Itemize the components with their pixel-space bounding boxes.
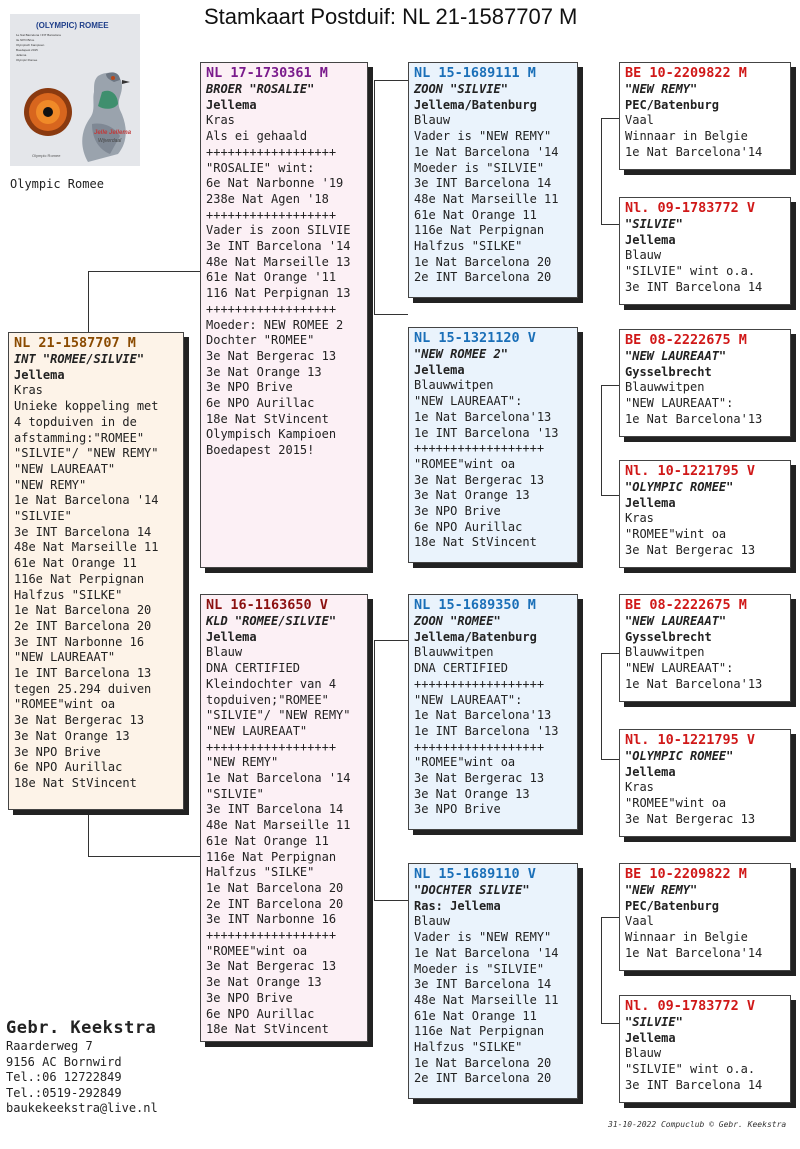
pigeon-notes — [206, 113, 362, 458]
pigeon-card-sire-dam[interactable] — [408, 327, 578, 563]
owner-city: 9156 AC Bornwird — [6, 1054, 122, 1069]
pigeon-name: ZOON "SILVIE" — [414, 82, 508, 96]
note-line: Vader is "NEW REMY" — [414, 129, 552, 144]
note-line: Halfzus "SILKE" — [206, 865, 315, 880]
print-credit: 31-10-2022 Compuclub © Gebr. Keekstra — [608, 1120, 787, 1129]
note-line: 3e INT Barcelona '14 — [206, 239, 351, 254]
note-line: Blauwwitpen — [625, 380, 705, 395]
note-line: 116e Nat Perpignan — [414, 223, 545, 238]
note-line: 3e INT Barcelona 14 — [414, 977, 552, 992]
note-line: Unieke koppeling met — [14, 399, 159, 414]
note-line: ++++++++++++++++++ — [206, 739, 337, 754]
photo-name: Olympic Romee — [10, 177, 104, 191]
note-line: 6e NPO Aurillac — [206, 396, 315, 411]
note-line: "SILVIE" wint o.a. — [625, 264, 756, 279]
note-line: 3e Nat Bergerac 13 — [206, 959, 337, 974]
breeder: Jellema — [625, 1030, 676, 1045]
pigeon-name: "OLYMPIC ROMEE" — [625, 480, 734, 494]
note-line: 116e Nat Perpignan — [414, 1024, 545, 1039]
note-line: 1e Nat Barcelona'14 — [625, 144, 763, 159]
note-line: 3e Nat Orange 13 — [414, 488, 530, 503]
note-line: 48e Nat Marseille 11 — [206, 818, 351, 833]
note-line: 3e Nat Orange 13 — [206, 975, 322, 990]
note-line: "NEW LAUREAAT": — [414, 394, 523, 409]
note-line: 3e INT Barcelona 14 — [625, 279, 763, 294]
ring-number: Nl. 10-1221795 V — [625, 732, 756, 748]
note-line: ++++++++++++++++++ — [206, 301, 337, 316]
pigeon-name: "NEW ROMEE 2" — [414, 347, 508, 361]
pigeon-name: KLD "ROMEE/SILVIE" — [206, 614, 337, 628]
pigeon-name: "SILVIE" — [625, 1015, 683, 1029]
pigeon-notes — [414, 378, 572, 551]
pigeon-name: BROER "ROSALIE" — [206, 82, 315, 96]
pigeon-card-ggp-4[interactable] — [619, 460, 791, 568]
note-line: Vader is zoon SILVIE — [206, 223, 351, 238]
breeder: Jellema — [625, 495, 676, 510]
pigeon-card-sire-sire[interactable] — [408, 62, 578, 298]
note-line: 1e Nat Barcelona'13 — [414, 409, 552, 424]
owner-phone-mobile: Tel.:06 12722849 — [6, 1070, 122, 1084]
pigeon-card-ggp-8[interactable] — [619, 995, 791, 1103]
breeder: Jellema — [625, 764, 676, 779]
breeder: Jellema — [414, 362, 465, 377]
note-line: Winnaar in Belgie — [625, 930, 748, 945]
ring-number: Nl. 10-1221795 V — [625, 463, 756, 479]
note-line: ++++++++++++++++++ — [206, 928, 337, 943]
pigeon-card-dam-sire[interactable] — [408, 594, 578, 830]
pigeon-name: ZOON "ROMEE" — [414, 614, 501, 628]
note-line: 1e INT Barcelona 13 — [14, 666, 152, 681]
note-line: 1e Nat Barcelona'14 — [625, 945, 763, 960]
breeder: Gysselbrecht — [625, 629, 712, 644]
note-line: 1e Nat Barcelona 20 — [414, 254, 552, 269]
note-line: 61e Nat Orange 11 — [414, 207, 537, 222]
note-line: 1e Nat Barcelona '14 — [206, 771, 351, 786]
note-line: ++++++++++++++++++ — [414, 676, 545, 691]
note-line: 6e NPO Aurillac — [14, 760, 123, 775]
note-line: "ROMEE"wint oa — [625, 527, 727, 542]
note-line: 2e INT Barcelona 20 — [414, 270, 552, 285]
note-line: 2e INT Barcelona 20 — [414, 1071, 552, 1086]
pigeon-name: "NEW LAUREAAT" — [625, 349, 727, 363]
pigeon-card-ggp-1[interactable] — [619, 62, 791, 170]
ring-number: NL 16-1163650 V — [206, 597, 328, 613]
note-line: "SILVIE" — [206, 786, 264, 801]
pigeon-card-sire[interactable] — [200, 62, 368, 568]
breeder: Gysselbrecht — [625, 364, 712, 379]
note-line: Moeder is "SILVIE" — [414, 961, 545, 976]
pigeon-name: "NEW REMY" — [625, 82, 698, 96]
pigeon-notes — [625, 780, 785, 827]
photo-header-line: Olympic Romee — [16, 58, 38, 62]
ring-number: Nl. 09-1783772 V — [625, 200, 756, 216]
note-line: Halfzus "SILKE" — [414, 1040, 523, 1055]
note-line: 3e Nat Bergerac 13 — [414, 472, 545, 487]
note-line: 3e INT Barcelona 14 — [14, 524, 152, 539]
photo-header-line: Jellema — [16, 53, 27, 57]
ring-number: BE 08-2222675 M — [625, 597, 747, 613]
pigeon-name: "DOCHTER SILVIE" — [414, 883, 530, 897]
note-line: Blauw — [206, 645, 243, 660]
note-line: Blauw — [625, 248, 662, 263]
note-line: 3e NPO Brive — [14, 744, 101, 759]
note-line: "NEW LAUREAAT": — [414, 692, 523, 707]
pigeon-illustration — [10, 14, 140, 166]
pigeon-card-ggp-6[interactable] — [619, 729, 791, 837]
pigeon-card-ggp-3[interactable] — [619, 329, 791, 437]
note-line: ++++++++++++++++++ — [414, 441, 545, 456]
note-line: 6e NPO Aurillac — [206, 1006, 315, 1021]
note-line: "ROMEE"wint oa — [206, 943, 308, 958]
note-line: 1e Nat Barcelona '14 — [414, 144, 559, 159]
note-line: 1e Nat Barcelona 20 — [206, 880, 344, 895]
pigeon-card-ggp-2[interactable] — [619, 197, 791, 305]
note-line: "NEW LAUREAAT" — [14, 650, 116, 665]
photo-header-line: Olympisch Kampioen — [16, 43, 45, 47]
pigeon-notes — [625, 511, 785, 558]
pigeon-notes — [625, 380, 785, 427]
pigeon-name: "NEW REMY" — [625, 883, 698, 897]
note-line: 48e Nat Marseille 11 — [14, 540, 159, 555]
pigeon-name: INT "ROMEE/SILVIE" — [14, 352, 145, 366]
note-line: Vaal — [625, 914, 654, 929]
note-line: Blauw — [414, 914, 451, 929]
note-line: 48e Nat Marseille 13 — [206, 254, 351, 269]
note-line: Moeder is "SILVIE" — [414, 160, 545, 175]
note-line: ++++++++++++++++++ — [206, 207, 337, 222]
note-line: "SILVIE" — [14, 509, 72, 524]
note-line: 116e Nat Perpignan — [14, 571, 145, 586]
note-line: "ROSALIE" wint: — [206, 160, 315, 175]
note-line: 1e Nat Barcelona '14 — [14, 493, 159, 508]
note-line: "NEW REMY" — [206, 755, 279, 770]
note-line: 3e Nat Bergerac 13 — [206, 348, 337, 363]
note-line: 116 Nat Perpignan 13 — [206, 286, 351, 301]
pigeon-photo — [10, 14, 140, 166]
note-line: 6e Nat Narbonne '19 — [206, 176, 344, 191]
pigeon-name: "NEW LAUREAAT" — [625, 614, 727, 628]
note-line: 3e INT Barcelona 14 — [625, 1077, 763, 1092]
pigeon-notes — [625, 914, 785, 961]
pigeon-notes — [414, 113, 572, 286]
note-line: 3e NPO Brive — [414, 504, 501, 519]
note-line: Halfzus "SILKE" — [14, 587, 123, 602]
photo-caption-2: Wijverdaal — [98, 138, 122, 144]
note-line: "NEW LAUREAAT": — [625, 396, 734, 411]
note-line: "SILVIE"/ "NEW REMY" — [14, 446, 159, 461]
pigeon-notes — [625, 113, 785, 160]
pigeon-card-dam-dam[interactable] — [408, 863, 578, 1099]
note-line: 3e INT Barcelona 14 — [206, 802, 344, 817]
breeder: Jellema/Batenburg — [414, 97, 537, 112]
note-line: 3e Nat Bergerac 13 — [414, 771, 545, 786]
ring-number: Nl. 09-1783772 V — [625, 998, 756, 1014]
owner-email[interactable]: baukekeekstra@live.nl — [6, 1101, 158, 1115]
note-line: Kras — [14, 383, 43, 398]
note-line: 1e Nat Barcelona'13 — [414, 708, 552, 723]
note-line: topduiven;"ROMEE" — [206, 692, 329, 707]
note-line: 61e Nat Orange 11 — [206, 833, 329, 848]
note-line: "NEW LAUREAAT" — [206, 723, 308, 738]
note-line: 18e Nat StVincent — [414, 535, 537, 550]
note-line: 6e NPO Aurillac — [414, 519, 523, 534]
note-line: Als ei gehaald — [206, 129, 308, 144]
note-line: "ROMEE"wint oa — [414, 755, 516, 770]
page-title: Stamkaart Postduif: NL 21-1587707 M — [204, 4, 578, 29]
breeder: Jellema — [625, 232, 676, 247]
note-line: Halfzus "SILKE" — [414, 239, 523, 254]
ring-number: NL 15-1689111 M — [414, 65, 536, 81]
note-line: 61e Nat Orange '11 — [206, 270, 337, 285]
pigeon-notes — [206, 645, 362, 1038]
note-line: 3e Nat Bergerac 13 — [625, 542, 756, 557]
note-line: ++++++++++++++++++ — [414, 739, 545, 754]
note-line: DNA CERTIFIED — [206, 661, 300, 676]
note-line: 1e Nat Barcelona 20 — [14, 603, 152, 618]
note-line: 61e Nat Orange 11 — [14, 556, 137, 571]
pigeon-notes — [414, 914, 572, 1087]
note-line: 1e Nat Barcelona '14 — [414, 945, 559, 960]
pigeon-card-ggp-7[interactable] — [619, 863, 791, 971]
note-line: 48e Nat Marseille 11 — [414, 992, 559, 1007]
note-line: afstamming:"ROMEE" — [14, 430, 145, 445]
photo-header-line: Boedapest 2015 — [16, 48, 38, 52]
pigeon-notes — [625, 1046, 785, 1093]
note-line: 2e INT Barcelona 20 — [14, 618, 152, 633]
note-line: 3e Nat Bergerac 13 — [625, 811, 756, 826]
breeder: PEC/Batenburg — [625, 898, 719, 913]
note-line: 3e INT Narbonne 16 — [14, 634, 145, 649]
breeder: Jellema — [14, 367, 65, 382]
note-line: Kras — [206, 113, 235, 128]
pigeon-card-dam[interactable] — [200, 594, 368, 1042]
note-line: Kleindochter van 4 — [206, 676, 337, 691]
ring-number: BE 10-2209822 M — [625, 866, 747, 882]
note-line: 2e INT Barcelona 20 — [206, 896, 344, 911]
photo-header-title: (OLYMPIC) ROMEE — [36, 21, 109, 30]
note-line: 1e Nat Barcelona'13 — [625, 411, 763, 426]
ring-number: NL 15-1689350 M — [414, 597, 536, 613]
photo-footer-text: Olympic Romee — [32, 153, 61, 158]
owner-phone: Tel.:0519-292849 — [6, 1085, 122, 1100]
note-line: 61e Nat Orange 11 — [414, 1008, 537, 1023]
note-line: 48e Nat Marseille 11 — [414, 191, 559, 206]
note-line: Moeder: NEW ROMEE 2 — [206, 317, 344, 332]
note-line: tegen 25.294 duiven — [14, 681, 152, 696]
photo-caption-1: Jelle Jellema — [94, 130, 132, 136]
note-line: "NEW REMY" — [14, 477, 87, 492]
note-line: Winnaar in Belgie — [625, 129, 748, 144]
note-line: 18e Nat StVincent — [206, 411, 329, 426]
note-line: Blauwwitpen — [414, 378, 494, 393]
note-line: 238e Nat Agen '18 — [206, 191, 329, 206]
ring-number: NL 15-1689110 V — [414, 866, 536, 882]
note-line: 3e NPO Brive — [206, 990, 293, 1005]
note-line: 1e Nat Barcelona 20 — [414, 1055, 552, 1070]
note-line: Dochter "ROMEE" — [206, 333, 315, 348]
pigeon-notes — [414, 645, 572, 818]
pigeon-notes — [625, 248, 785, 295]
note-line: Vader is "NEW REMY" — [414, 930, 552, 945]
note-line: Blauw — [414, 113, 451, 128]
photo-header-line: 3e NPO Brive — [16, 38, 35, 42]
owner-info — [6, 1017, 158, 1117]
note-line: Blauwwitpen — [414, 645, 494, 660]
note-line: "NEW LAUREAAT" — [14, 461, 116, 476]
breeder: PEC/Batenburg — [625, 97, 719, 112]
pigeon-name: "SILVIE" — [625, 217, 683, 231]
note-line: 3e INT Barcelona 14 — [414, 176, 552, 191]
note-line: Blauwwitpen — [625, 645, 705, 660]
owner-street: Raarderweg 7 — [6, 1039, 93, 1053]
breeder: Jellema/Batenburg — [414, 629, 537, 644]
ring-number: NL 15-1321120 V — [414, 330, 536, 346]
note-line: DNA CERTIFIED — [414, 661, 508, 676]
note-line: 3e NPO Brive — [414, 802, 501, 817]
note-line: 1e INT Barcelona '13 — [414, 425, 559, 440]
breeder: Ras: Jellema — [414, 898, 501, 913]
note-line: "SILVIE" wint o.a. — [625, 1062, 756, 1077]
note-line: 3e Nat Bergerac 13 — [14, 713, 145, 728]
ring-number: NL 21-1587707 M — [14, 335, 136, 351]
note-line: Kras — [625, 780, 654, 795]
breeder: Jellema — [206, 97, 257, 112]
note-line: Olympisch Kampioen — [206, 427, 337, 442]
breeder: Jellema — [206, 629, 257, 644]
ring-number: BE 10-2209822 M — [625, 65, 747, 81]
ring-number: NL 17-1730361 M — [206, 65, 328, 81]
note-line: 3e INT Narbonne 16 — [206, 912, 337, 927]
pigeon-name: "OLYMPIC ROMEE" — [625, 749, 734, 763]
note-line: 3e Nat Orange 13 — [206, 364, 322, 379]
owner-name: Gebr. Keekstra — [6, 1018, 157, 1038]
note-line: 116e Nat Perpignan — [206, 849, 337, 864]
note-line: "ROMEE"wint oa — [625, 796, 727, 811]
note-line: 3e NPO Brive — [206, 380, 293, 395]
note-line: 3e Nat Orange 13 — [414, 786, 530, 801]
photo-header-line: 1e Nat Barcelona / INT Barcelona — [16, 33, 61, 37]
note-line: 18e Nat StVincent — [206, 1022, 329, 1037]
pigeon-notes — [14, 383, 178, 791]
note-line: "SILVIE"/ "NEW REMY" — [206, 708, 351, 723]
pigeon-card-ggp-5[interactable] — [619, 594, 791, 702]
note-line: Vaal — [625, 113, 654, 128]
pigeon-notes — [625, 645, 785, 692]
note-line: Kras — [625, 511, 654, 526]
note-line: Boedapest 2015! — [206, 443, 315, 458]
note-line: 3e Nat Orange 13 — [14, 728, 130, 743]
note-line: 18e Nat StVincent — [14, 775, 137, 790]
ring-number: BE 08-2222675 M — [625, 332, 747, 348]
note-line: 4 topduiven in de — [14, 414, 137, 429]
note-line: "ROMEE"wint oa — [14, 697, 116, 712]
note-line: ++++++++++++++++++ — [206, 144, 337, 159]
note-line: Blauw — [625, 1046, 662, 1061]
note-line: 1e INT Barcelona '13 — [414, 723, 559, 738]
note-line: "ROMEE"wint oa — [414, 456, 516, 471]
note-line: 1e Nat Barcelona'13 — [625, 676, 763, 691]
pigeon-card-main[interactable] — [8, 332, 184, 810]
note-line: "NEW LAUREAAT": — [625, 661, 734, 676]
